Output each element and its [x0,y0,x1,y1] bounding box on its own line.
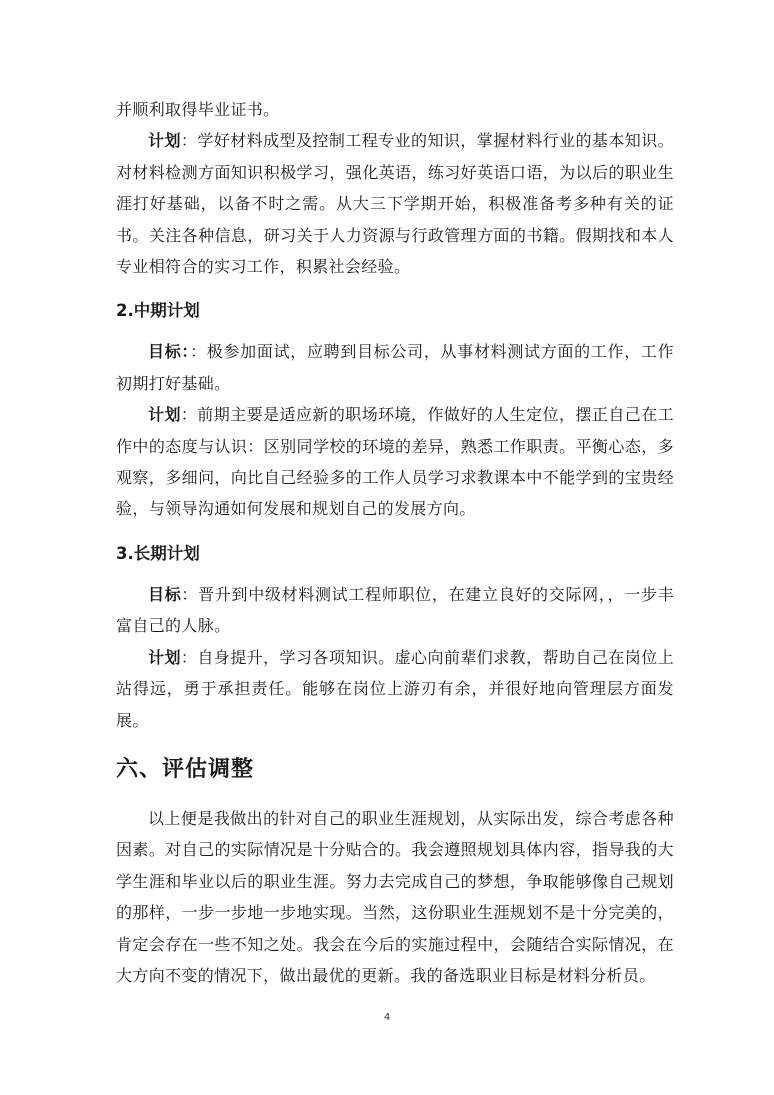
plan-label: 计划 [148,131,181,151]
page-content [116,94,674,991]
paragraph-intro-tail: 并顺利取得毕业证书。 [116,100,280,119]
plan-text: ：前期主要是适应新的职场环境，作做好的人生定位，摆正自己在工作中的态度与认识：区别同学校的环境的差异，熟悉工作职责。平衡心态，多观察，多细问，向比自己经验多的工作人员学习求教课本中不能学到的宝贵经验，与领导沟通如何发展和规划自己的发展方向。 [116,405,674,519]
paragraph-mid-plan [116,399,674,525]
goal-text: ：晋升到中级材料测试工程师职位，在建立良好的交际网，，一步丰富自己的人脉。 [116,584,674,636]
plan-label: 计划 [148,647,181,667]
plan-label: 计划 [148,405,181,425]
plan-text: ：学好材料成型及控制工程专业的知识，掌握材料行业的基本知识。对材料检测方面知识积极学习，强化英语，练习好英语口语，为以后的职业生涯打好基础，以备不时之需。从大三下学期开始，积极准备考多种有关的证书。关注各种信息，研习关于人力资源与行政管理方面的书籍。假期找和本人专业相符合的实习工作，积累社会经验。 [116,131,674,277]
heading-mid-term: 2.中期计划 [116,301,200,321]
goal-text: ：极参加面试，应聘到目标公司，从事材料测试方面的工作，工作初期打好基础。 [116,342,674,393]
paragraph-short-plan [116,125,674,282]
plan-text: ：自身提升，学习各项知识。虚心向前辈们求教，帮助自己在岗位上站得远，勇于承担责任。能够在岗位上游刃有余，并很好地向管理层方面发展。 [116,647,674,730]
heading-long-term: 3.长期计划 [116,543,200,563]
paragraph-mid-goal [116,336,674,399]
heading-section-six: 六、评估调整 [116,756,255,782]
paragraph-long-plan [116,642,674,736]
goal-label: 目标 [148,584,182,604]
page-number: 4 [383,1012,391,1023]
paragraph-section-six: 以上便是我做出的针对自己的职业生涯规划，从实际出发，综合考虑各种因素。对自己的实际情况是十分贴合的。我会遵照规划具体内容，指导我的大学生涯和毕业以后的职业生涯。努力去完成自己的梦想，争取能够像自己规划的那样，一步一步地一步地实现。当然，这份职业生涯规划不是十分完美的，肯定会存在一些不知之处。我会在今后的实施过程中，会随结合实际情况，在大方向不变的情况下，做出最优的更新。我的备选职业目标是材料分析员。 [116,808,674,985]
paragraph-long-goal [116,579,674,642]
goal-label: 目标： [148,342,191,362]
